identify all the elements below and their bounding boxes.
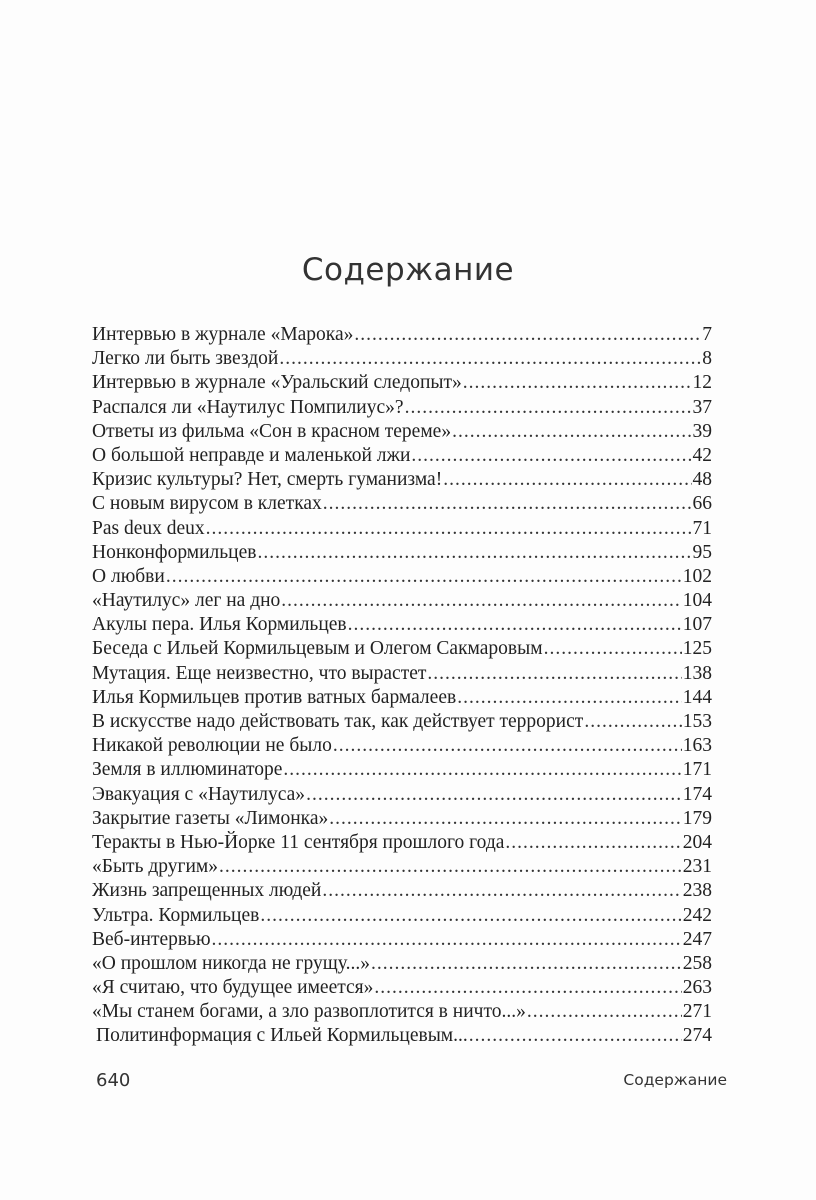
toc-dot-leader: [505, 831, 681, 855]
toc-entry-title: «Я считаю, что будущее имеется»: [92, 977, 374, 999]
toc-entry: [92, 371, 712, 395]
toc-entry: [92, 734, 712, 758]
toc-entry: [92, 952, 712, 976]
toc-entry: [92, 831, 712, 855]
toc-entry-title: Политинформация с Ильей Кормильцевым...: [96, 1025, 468, 1047]
toc-dot-leader: [469, 1024, 682, 1048]
toc-entry-title: С новым вирусом в клетках: [92, 493, 322, 515]
toc-entry-title: «Мы станем богами, а зло развоплотится в ничто...»: [92, 1001, 526, 1023]
toc-entry-title: О большой неправде и маленькой лжи: [92, 444, 411, 466]
page-number: 640: [96, 1070, 131, 1091]
toc-entry: [92, 879, 712, 903]
toc-entry-page: 104: [682, 590, 712, 612]
toc-entry-page: 42: [692, 444, 712, 466]
toc-entry-page: 37: [692, 396, 712, 418]
toc-dot-leader: [544, 637, 682, 661]
toc-entry: [92, 686, 712, 710]
toc-dot-leader: [584, 710, 681, 734]
toc-entry: [92, 662, 712, 686]
toc-entry: [92, 976, 712, 1000]
toc-entry-page: 39: [692, 420, 712, 442]
running-footer-section: Содержание: [623, 1071, 727, 1089]
toc-dot-leader: [457, 686, 682, 710]
toc-entry-title: Ответы из фильма «Сон в красном тереме»: [92, 420, 452, 442]
toc-entry-title: Земля в иллюминаторе: [92, 759, 283, 781]
table-of-contents: [92, 323, 712, 1049]
page-title: Содержание: [301, 252, 515, 288]
toc-entry-page: 138: [682, 662, 712, 684]
toc-dot-leader: [374, 976, 681, 1000]
toc-entry-page: 8: [702, 348, 712, 370]
toc-entry-page: 71: [692, 517, 712, 539]
toc-entry-title: Теракты в Нью-Йорке 11 сентября прошлого года: [92, 831, 505, 853]
toc-entry-title: Кризис культуры? Нет, смерть гуманизма!: [92, 469, 443, 491]
toc-entry: [92, 783, 712, 807]
toc-dot-leader: [219, 855, 682, 879]
toc-dot-leader: [333, 734, 682, 758]
toc-dot-leader: [427, 662, 681, 686]
toc-entry-page: 242: [682, 904, 712, 926]
toc-entry-page: 258: [682, 952, 712, 974]
toc-entry-title: Эвакуация с «Наутилуса»: [92, 783, 306, 805]
toc-dot-leader: [452, 420, 691, 444]
toc-entry-title: Илья Кормильцев против ватных бармалеев: [92, 686, 457, 708]
toc-entry-title: Ультра. Кормильцев: [92, 904, 260, 926]
toc-entry: [92, 492, 712, 516]
toc-dot-leader: [463, 371, 692, 395]
toc-dot-leader: [281, 589, 681, 613]
toc-entry-page: 153: [682, 711, 712, 732]
toc-entry-title: Акулы пера. Илья Кормильцев: [92, 614, 347, 636]
toc-dot-leader: [329, 807, 681, 831]
toc-entry-title: Закрытие газеты «Лимонка»: [92, 807, 329, 829]
toc-entry-title: Жизнь запрещенных людей: [92, 880, 322, 902]
toc-entry-page: 144: [682, 686, 712, 708]
toc-entry-page: 7: [702, 324, 712, 345]
toc-entry-title: Легко ли быть звездой: [92, 348, 279, 370]
toc-dot-leader: [283, 758, 681, 782]
toc-entry: [92, 468, 712, 492]
toc-entry-page: 263: [682, 977, 712, 999]
toc-entry-page: 231: [682, 856, 712, 878]
toc-entry: [92, 517, 712, 541]
toc-entry: [92, 758, 712, 782]
toc-entry: [92, 589, 712, 613]
toc-entry-page: 179: [682, 807, 712, 829]
toc-dot-leader: [279, 347, 701, 371]
toc-dot-leader: [166, 565, 682, 589]
toc-entry-page: 271: [682, 1001, 712, 1023]
toc-dot-leader: [306, 783, 682, 807]
toc-entry: [92, 565, 712, 589]
toc-entry: [92, 710, 712, 734]
toc-dot-leader: [411, 444, 691, 468]
toc-entry: [92, 637, 712, 661]
toc-entry: [92, 928, 712, 952]
toc-entry-title: Веб-интервью: [92, 928, 211, 950]
toc-entry: [92, 807, 712, 831]
toc-entry: [92, 1024, 712, 1048]
toc-entry-title: В искусстве надо действовать так, как действует террорист: [92, 711, 584, 732]
toc-dot-leader: [257, 541, 691, 565]
toc-entry-title: «Наутилус» лег на дно: [92, 590, 281, 612]
toc-dot-leader: [443, 468, 691, 492]
toc-entry: [92, 323, 712, 347]
toc-entry-title: Нонконформильцев: [92, 541, 257, 563]
toc-entry-title: О любви: [92, 565, 165, 587]
toc-dot-leader: [348, 613, 682, 637]
toc-entry-title: «Быть другим»: [92, 856, 219, 878]
toc-entry-page: 12: [692, 372, 712, 394]
toc-entry-page: 102: [682, 565, 712, 587]
toc-entry-page: 125: [682, 638, 712, 660]
toc-entry-title: Интервью в журнале «Марока»: [92, 324, 354, 345]
toc-entry: [92, 420, 712, 444]
toc-entry-page: 274: [682, 1025, 712, 1047]
toc-entry-page: 107: [682, 614, 712, 636]
toc-entry-page: 174: [682, 783, 712, 805]
toc-entry: [92, 347, 712, 371]
toc-entry-title: Мутация. Еще неизвестно, что вырастет: [92, 662, 427, 684]
toc-dot-leader: [206, 517, 692, 541]
toc-entry-title: «О прошлом никогда не грущу...»: [92, 952, 370, 974]
toc-dot-leader: [405, 396, 692, 420]
toc-dot-leader: [527, 1000, 682, 1024]
toc-entry-title: Распался ли «Наутилус Помпилиус»?: [92, 396, 404, 418]
toc-entry-page: 238: [682, 880, 712, 902]
toc-entry: [92, 855, 712, 879]
toc-entry: [92, 904, 712, 928]
toc-entry-title: Беседа с Ильей Кормильцевым и Олегом Сакмаровым: [92, 638, 543, 660]
toc-entry-title: Интервью в журнале «Уральский следопыт»: [92, 372, 462, 394]
toc-entry-page: 66: [692, 493, 712, 515]
toc-entry: [92, 396, 712, 420]
toc-dot-leader: [371, 952, 682, 976]
toc-dot-leader: [260, 904, 681, 928]
toc-dot-leader: [212, 928, 682, 952]
toc-entry-page: 48: [692, 469, 712, 491]
toc-entry: [92, 1000, 712, 1024]
toc-entry-page: 163: [682, 735, 712, 757]
toc-entry-page: 204: [682, 831, 712, 853]
toc-dot-leader: [323, 492, 692, 516]
toc-entry-page: 171: [682, 759, 712, 781]
toc-dot-leader: [322, 879, 681, 903]
toc-entry-page: 247: [682, 928, 712, 950]
toc-entry-title: Никакой революции не было: [92, 735, 332, 757]
toc-entry: [92, 444, 712, 468]
toc-entry: [92, 613, 712, 637]
toc-entry-page: 95: [692, 541, 712, 563]
toc-entry-title: Pas deux deux: [92, 517, 205, 539]
toc-entry: [92, 541, 712, 565]
toc-dot-leader: [354, 323, 701, 347]
